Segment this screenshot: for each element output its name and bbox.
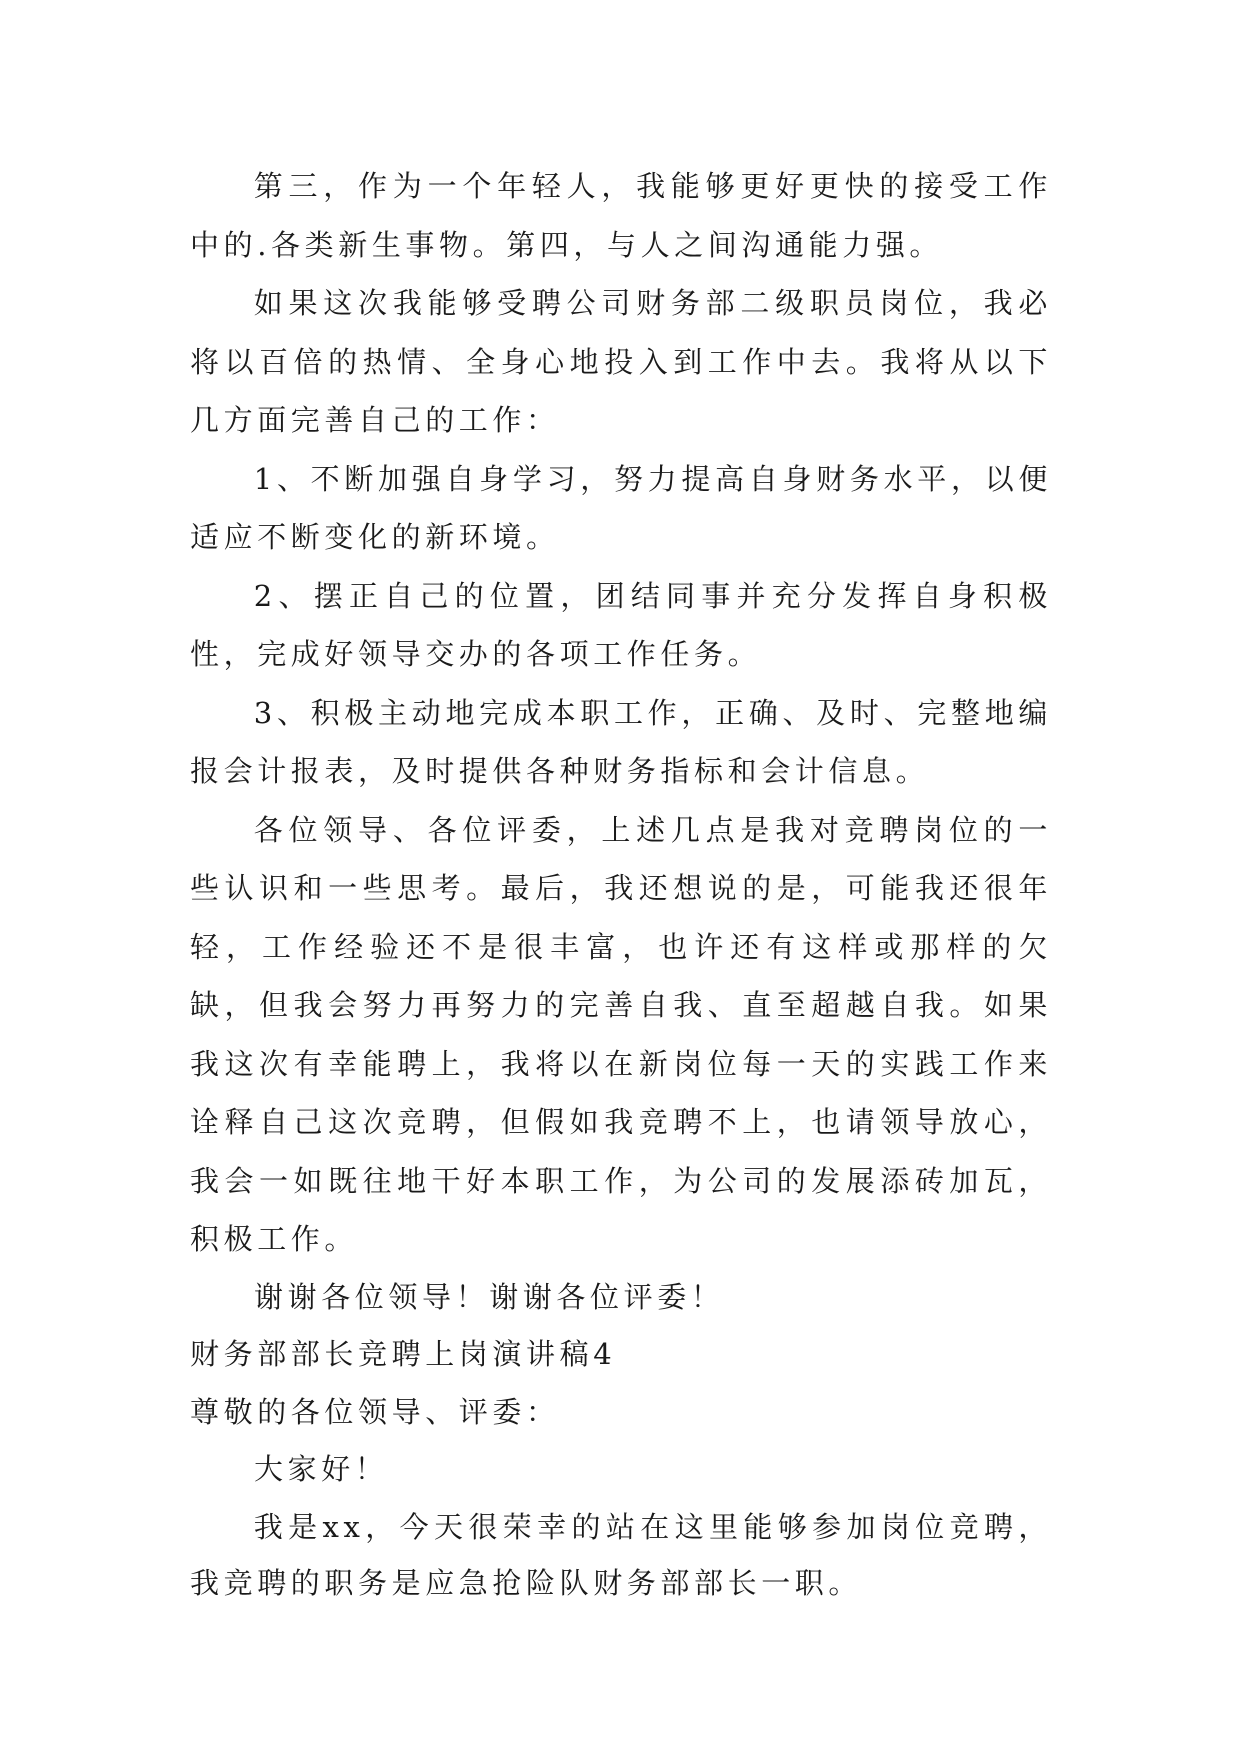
document-body — [190, 157, 1052, 1612]
salutation: 尊敬的各位领导、评委： — [190, 1394, 560, 1429]
thanks-line: 谢谢各位领导！谢谢各位评委！ — [254, 1279, 725, 1314]
paragraph-commitment: 如果这次我能够受聘公司财务部二级职员岗位，我必将以百倍的热情、全身心地投入到工作中去。我将从以下几方面完善自己的工作： — [190, 286, 1052, 437]
paragraph-intro: 我是xx，今天很荣幸的站在这里能够参加岗位竞聘，我竞聘的职务是应急抢险队财务部部长一职。 — [190, 1509, 1052, 1600]
paragraph-point-3: 3、积极主动地完成本职工作，正确、及时、完整地编报会计报表，及时提供各种财务指标和会计信息。 — [190, 695, 1052, 788]
greeting: 大家好！ — [254, 1452, 389, 1486]
section-title: 财务部部长竞聘上岗演讲稿4 — [190, 1337, 617, 1371]
paragraph-point-1: 1、不断加强自身学习，努力提高自身财务水平，以便适应不断变化的新环境。 — [190, 461, 1052, 554]
paragraph-closing: 各位领导、各位评委，上述几点是我对竞聘岗位的一些认识和一些思考。最后，我还想说的是，可能我还很年轻，工作经验还不是很丰富，也许还有这样或那样的欠缺，但我会努力再努力的完善自我、直至超越自我。如果我这次有幸能聘上，我将以在新岗位每一天的实践工作来诠释自己这次竞聘，但假如我竞聘不上，也请领导放心，我会一如既往地干好本职工作，为公司的发展添砖加瓦，积极工作。 — [190, 812, 1052, 1256]
paragraph-point-2: 2、摆正自己的位置，团结同事并充分发挥自身积极性，完成好领导交办的各项工作任务。 — [190, 578, 1052, 671]
paragraph-strengths: 第三，作为一个年轻人，我能够更好更快的接受工作中的.各类新生事物。第四，与人之间沟通能力强。 — [190, 169, 1052, 262]
